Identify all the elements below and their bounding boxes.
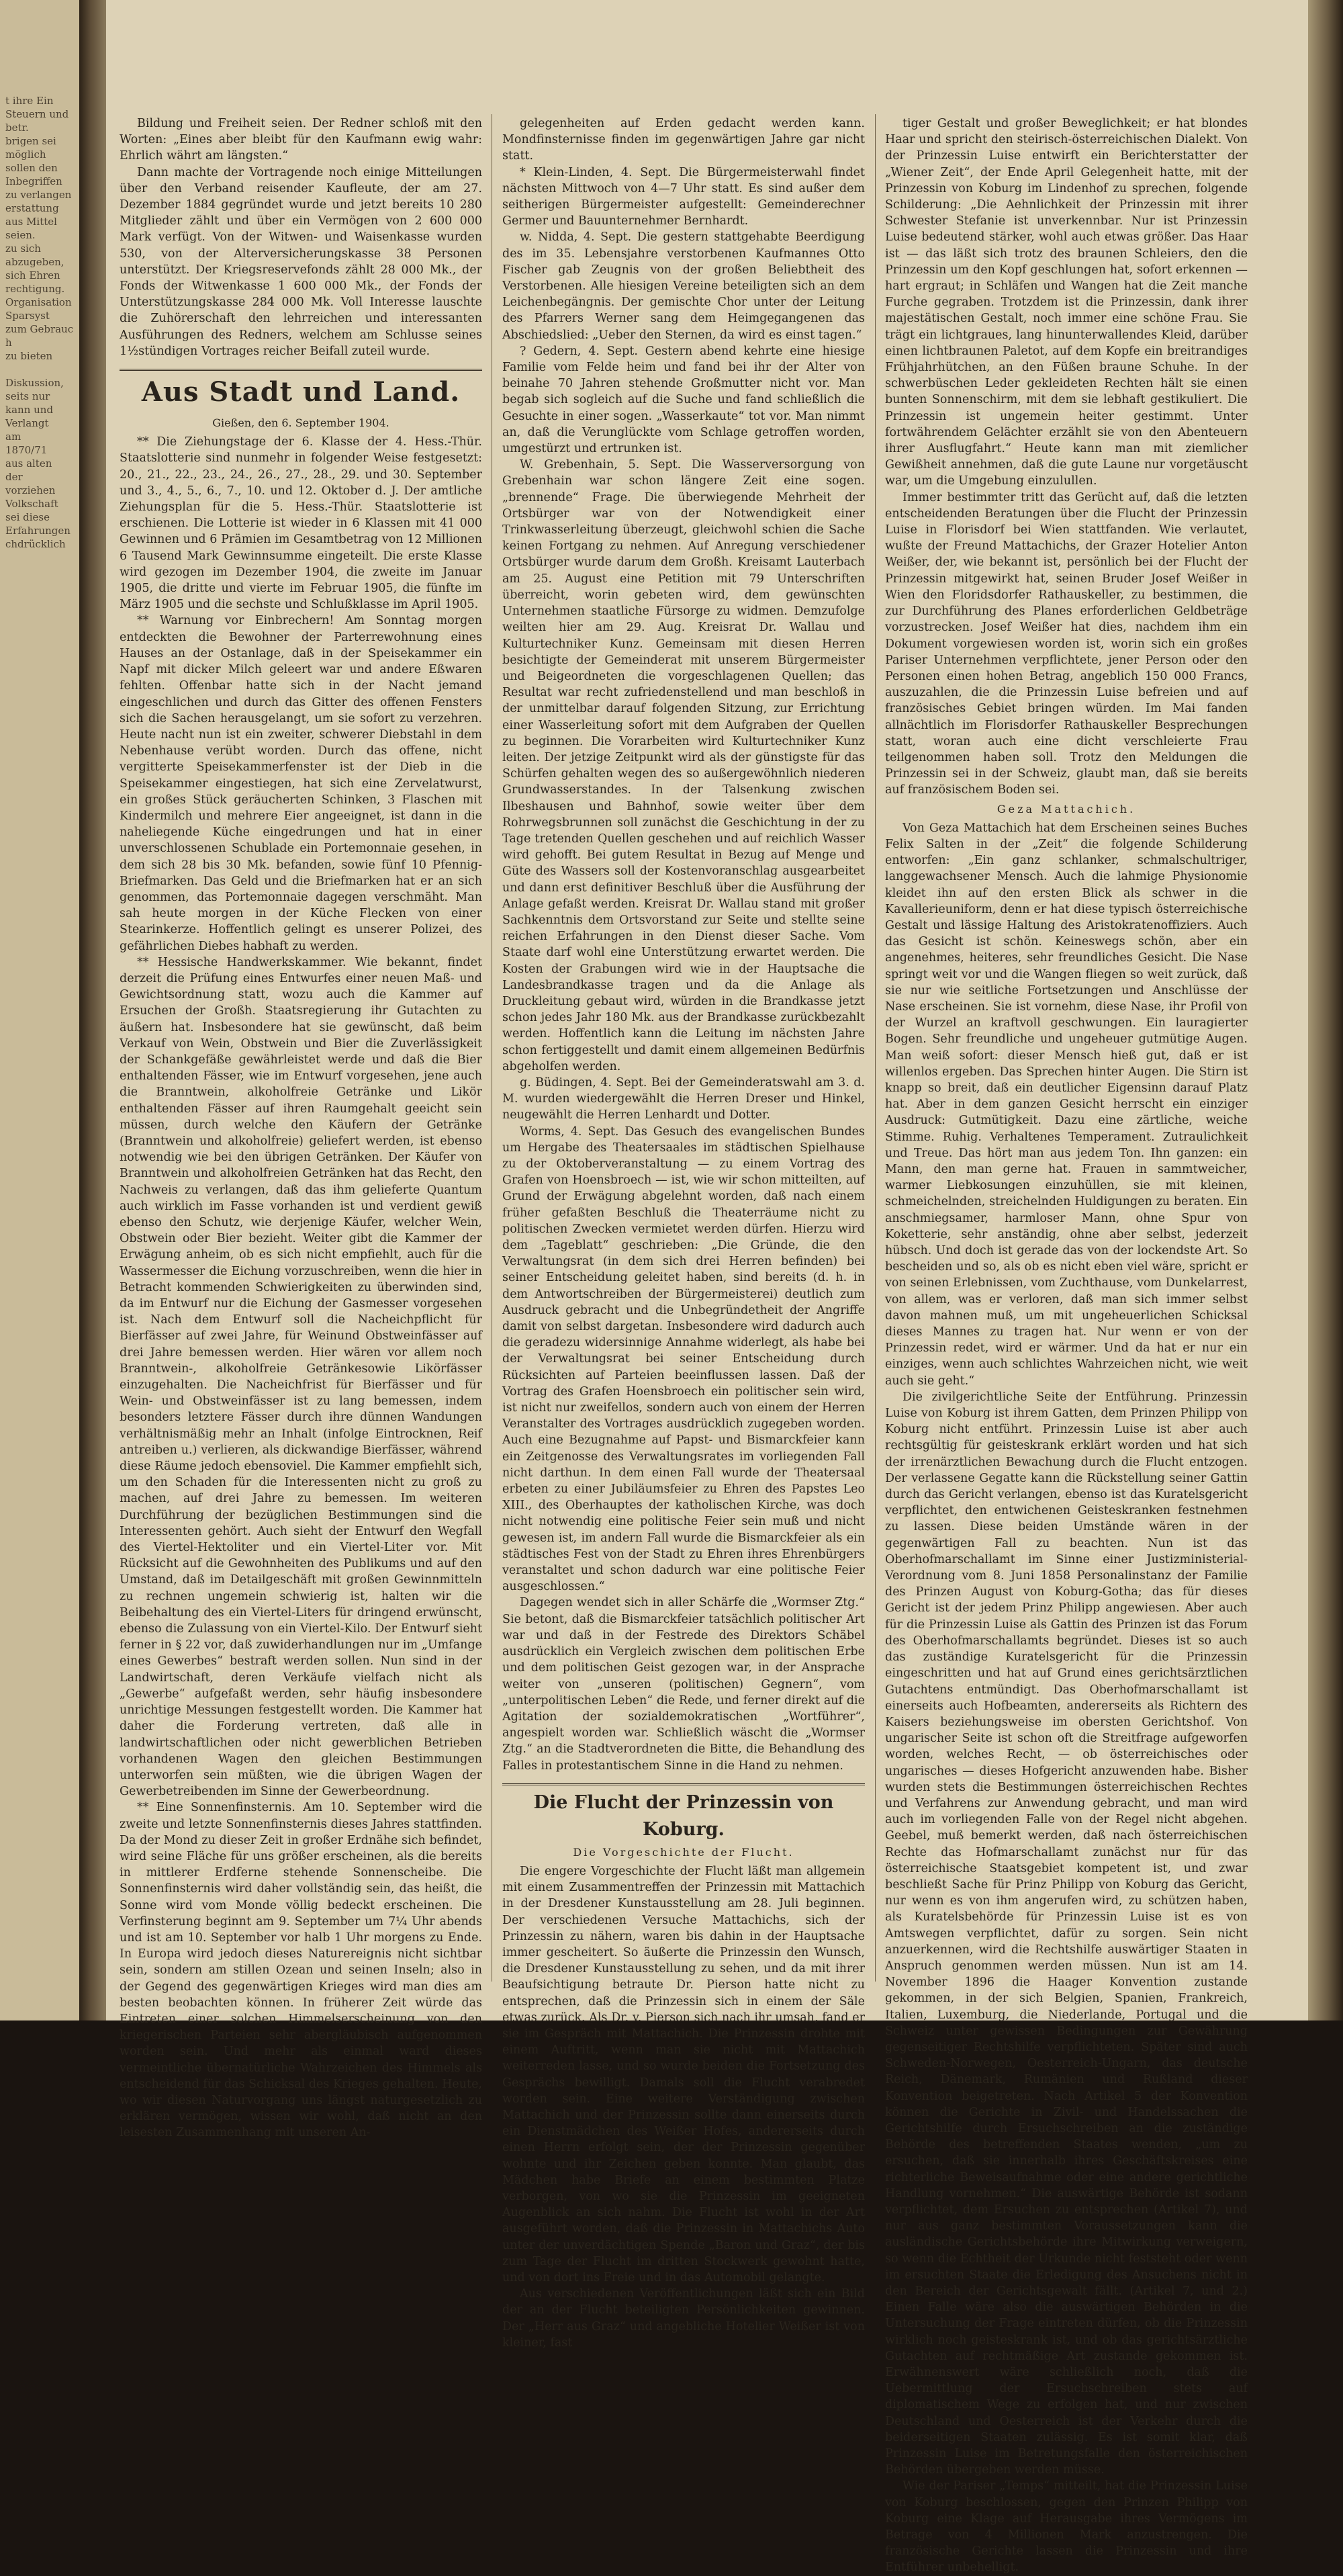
paragraph: Dagegen wendet sich in aller Schärfe die „Wormser Ztg.“ Sie betont, daß die Bismarckfeier tatsächlich politischer Art war und daß in der Festrede des Direktors Schäbel ausdrücklich ein Vergleich zwischen dem politischen Erbe und dem politischen Geist gezogen war, in der Ansprache weiter von „unseren (politischen) Gegnern“, vom „unterpolitischen Leben“ die Rede, und ferner direkt auf die Agitation der sozialdemokratischen „Wortführer“, angespielt worden war. Schließlich wäscht die „Wormser Ztg.“ an die Stadtverordneten die Bitte, die Behandlung des Falles in protestantischem Sinne in die Hand zu nehmen. [502,1596,865,1773]
paragraph: Die zivilgerichtliche Seite der Entführung. Prinzessin Luise von Koburg ist ihrem Gatten, dem Prinzen Philipp von Koburg nicht entführt. Prinzessin Luise ist aber auch rechtsgültig für geisteskrank erklärt worden und hat sich der irrenärztlichen Bewachung durch die Flucht entzogen. Der verlassene Gegatte kann die Rückstellung seiner Gattin durch das Gericht verlangen, ebenso ist das Kuratelsgericht verpflichtet, den entwichenen Geisteskranken festnehmen zu lassen. Diese beiden Umstände wären in der gegenwärtigen Fall zu beachten. Nun ist das Oberhofmarschallamt im Sinne einer Justizministerial-Verordnung vom 8. Juni 1858 Personalinstanz der Familie des Prinzen August von Koburg-Gotha; das für dieses Gericht ist der jedem Prinz Philipp angewiesen. Aber auch für die Prinzessin Luise als Gattin des Prinzen ist das Forum des Oberhofmarschallamts begründet. Dieses ist so auch das zuständige Kuratelsgericht für die Prinzessin eingeschritten und hat auf Grund eines gerichtsärztlichen Gutachtens entmündigt. Das Oberhofmarschallamt ist einerseits auch Hofbeamten, andererseits als Richtern des Kaisers beziehungsweise im obersten Gerichtshof. Von ungarischer Seite ist schon oft die Streitfrage aufgeworfen worden, welches Recht, — ob österreichisches oder ungarisches — dieses Hofgericht anzuwenden habe. Bisher wurden stets die Bestimmungen österreichischen Rechtes und Verfahrens zur Anwendung gebracht, und man wird auch im vorliegenden Falle von der Regel nicht abgehen. Geebel, muß bemerkt werden, daß nach österreichischen Rechte das Hofmarschallamt zunächst nur für das österreichische Staatsgebiet kompetent ist, und zwar beschließt Sache für Prinz Philipp von Koburg das Gericht, nur wenn es von ihm angerufen wird, zu schützen haben, als Kuratelsbehörde für Prinzessin Luise ist es von Amtswegen verpflichtet, dafür zu sorgen. Sein nicht anzuerkennen, wird die Rechtshilfe auswärtiger Staaten in Anspruch genommen werden müssen. Nun ist am 14. November 1896 die Haager Konvention zustande gekommen, in der sich Belgien, Spanien, Frankreich, Italien, Luxemburg, die Niederlande, Portugal und die Schweiz unter gewissen Bedingungen zur Gewährung gegenseitiger Rechtshilfe verpflichteten. Später sind auch Schweden-Norwegen, Oesterreich-Ungarn, das deutsche Reich, Dänemark, Rumänien und Rußland dieser Konvention beigetreten. Nach Artikel 5 der Konvention können die Gerichte in Zivil- und Handelssachen die Gerichtshilfe durch Ersuchschreiben an die zuständige Behörde des betreffenden Staates wenden, „um zu ersuchen, daß sie innerhalb ihres Geschäftskreises eine richterliche Beweisaufnahme oder eine andere gerichtliche Handlung vornehmen.“ Die auswärtige Behörde ist sodann verpflichtet, dem Ersuchen zu entsprechen (Artikel 7), und nur aus ganz bestimmten Voraussetzungen kann die ausländische Gerichtsbehörde ihre Mitwirkung verweigern, so wenn die Echtheit der Urkunde nicht feststeht oder wenn im ersuchten Staate die Erledigung des Ansuchens nicht in den Bereich der Gerichtsgewalt fällt. (Artikel 7, und 2.) Einen Falle wäre also die auswärtigen Behörden in die Untersuchung der Frage eintreten dürfen, ob die Prinzessin wirklich noch geisteskrank ist, und ob das gerichtsärztliche Gutachten auf rechtmäßige Art zustande gekommen ist. Erwähnenswert wäre schließlich noch, daß die Uebermittlung der Ersuchschreiben stets auf diplomatischem Wege zu erfolgen hat, und nur zwischen Deutschland und Oesterreich ist der Verkehr durch die beiderseitigen Staaten zulässig. Es ist somit klar, daß Prinzessin Luise im Betretungsfalle den österreichischen Behörden übergeben werden müsse. [885,1390,1248,2477]
news-item-handwerkskammer: ** Hessische Handwerkskammer. Wie bekannt, findet derzeit die Prüfung eines Entwurfes einer neuen Maß- und Gewichtsordnung statt, wozu auch die Kammer auf Ersuchen der Großh. Staatsregierung ihr Gutachten zu äußern hat. Insbesondere hat sie gewünscht, daß beim Verkauf von Wein, Obstwein und Bier die Zuverlässigkeit der Schankgefäße gewährleistet werde und daß die Bier enthaltenden Fässer, wie im Entwurf vorgesehen, jene auch die Branntwein, alkoholfreie Getränke und Likör enthaltenden Fässer auf ihren Raumgehalt geeicht sein müssen, durch welche den Käufern der Getränke (Branntwein und alkoholfreie) geliefert werden, ist ebenso notwendig wie bei den übrigen Getränken. Der Käufer von Branntwein und alkoholfreien Getränken hat das Recht, den Nachweis zu verlangen, daß das ihm gelieferte Quantum auch wirklich im Fasse vorhanden ist und verdient gewiß ebenso den Schutz, wie derjenige Käufer, welcher Wein, Obstwein oder Bier bezieht. Weiter gibt die Kammer der Erwägung anheim, ob es sich nicht empfiehlt, auch für die Wassermesser die Eichung vorzuschreiben, wenn die hier in Betracht kommenden Schwierigkeiten zu überwinden sind, da im Entwurf nur die Eichung der Gasmesser vorgesehen ist. Nach dem Entwurf soll die Nacheichpflicht für Bierfässer auf zwei Jahre, für Weinund Obstweinfässer auf drei Jahre bemessen werden. Hier wären vor allem noch Branntwein-, alkoholfreie Getränkesowie Likörfässer einzugehalten. Die Nacheichfrist für Bierfässer und für Wein- und Obstweinfässer ist zu lang bemessen, indem besonders letztere Fässer durch ihre dünnen Wandungen verhältnismäßig mehr an Inhalt (infolge Eintrocknen, Reif antreiben u.) verlieren, als dickwandige Bierfässer, während diese Räume jedoch ebensoviel. Die Kammer empfiehlt sich, um den Schaden für die Interessenten nicht zu groß zu machen, auf drei Jahre zu bemessen. Im weiteren Durchführung der bezüglichen Bestimmungen sind die Interessenten gehört. Auch sieht der Entwurf den Wegfall des Viertel-Hektoliter und ein Viertel-Liter vor. Mit Rücksicht auf die Gewohnheiten des Publikums und auf den Umstand, daß im Detailgeschäft mit großen Gewinnmitteln zu rechnen ungemein schwierig ist, halten wir die Beibehaltung des ein Viertel-Liters für dringend erwünscht, ebenso die Zulassung von ein Viertel-Kilo. Der Entwurf sieht ferner in § 22 vor, daß zuwiderhandlungen nur im „Umfange eines Gewerbes“ bestraft werden sollen. Nun sind in der Landwirtschaft, deren Verkäufe vielfach nicht als „Gewerbe“ aufgefaßt werden, sehr häufig insbesondere unrichtige Messungen festgestellt worden. Die Kammer hat daher die Forderung vertreten, daß alle in landwirtschaftlichen oder nicht gewerblichen Betrieben vorhandenen Wagen den gleichen Bestimmungen unterworfen sein müßten, wie die übrigen Wagen der Gewerbetreibenden im Sinne der Gewerbeordnung. [120,955,482,1799]
paragraph: Aus verschiedenen Veröffentlichungen läßt sich ein Bild der an der Flucht beteiligten Persönlichkeiten gewinnen. Der „Herr aus Graz“ und angebliche Hotelier Weißer ist von kleiner, fast [502,2287,865,2350]
article-heading: Die Flucht der Prinzessin von Koburg. [502,1783,865,1843]
facing-page-fragment: t ihre Ein Steuern und betr. brigen sei möglich sollen den Inbegriffen zu verlangen erstattung aus Mittel seien. zu sich abzugeben, sich Ehren rechtigung. Organisation Sparsyst zum Gebrauch zu bieten Diskussion, seits nur kann und Verlangt am 1870/71 aus alten der vorziehen Volkschaft sei diese Erfahrungen chdrücklich [5,95,74,550]
paragraph: gelegenheiten auf Erden gedacht werden kann. Mondfinsternisse finden im gegenwärtigen Jahre gar nicht statt. [502,117,865,163]
paragraph: Bildung und Freiheit seien. Der Redner schloß mit den Worten: „Eines aber bleibt für den Kaufmann ewig wahr: Ehrlich währt am längsten.“ [120,117,482,163]
paragraph: Dann machte der Vortragende noch einige Mitteilungen über den Verband reisender Kaufleute, der am 27. Dezember 1884 gegründet wurde und jetzt bereits 10 280 Mitglieder zählt und über ein Vermögen von 2 600 000 Mark verfügt. Von der Witwen- und Waisenkasse wurden 530, von der Alterversicherungskasse 38 Personen unterstützt. Der Kriegsreservefonds zählt 28 000 Mk., der Fonds der Witwenkasse 1 600 000 Mk., der Fonds der Unterstützungskasse 284 000 Mk. Voll Interesse lauschte die Zuhörerschaft den lehrreichen und interessanten Ausführungen des Redners, welchem am Schlusse seines 1½stündigen Vortrages reicher Beifall zuteil wurde. [120,165,482,358]
page-edge [1308,0,1343,2020]
paragraph: Immer bestimmter tritt das Gerücht auf, daß die letzten entscheidenden Beratungen über die Flucht der Prinzessin Luise in Florisdorf bei Wien stattfanden. Wie verlautet, wußte der Freund Mattachichs, der Grazer Hotelier Anton Weißer, der, wie bekannt ist, persönlich bei der Flucht der Prinzessin mitgewirkt hat, seinen Bruder Josef Weißer in Wien den Floridsdorfer Rathauskeller, zu bestimmen, die zur Durchführung des Planes erforderlichen Geldbeträge vorzustrecken. Josef Weißer hat dies, nachdem ihm ein Dokument vorgewiesen worden ist, worin sich ein großes Pariser Unternehmen verpflichtete, jener Person oder den Personen einen hohen Betrag, angeblich 150 000 Francs, auszuzahlen, die die Prinzessin Luise befreien und auf französisches Gebiet bringen würden. Im Mai fanden allnächtlich im Florisdorfer Rathauskeller Besprechungen statt, woran auch eine dicht verschleierte Frau teilgenommen haben soll. Trotz den Meldungen die Prinzessin sei in der Schweiz, glaubt man, daß sie bereits auf französischem Boden sei. [885,490,1248,797]
paragraph: tiger Gestalt und großer Beweglichkeit; er hat blondes Haar und spricht den steirisch-österreichischen Dialekt. Von der Prinzessin Luise entwirft ein Berichterstatter der „Wiener Zeit“, der Ende April Gelegenheit hatte, mit der Prinzessin von Koburg im Lindenhof zu sprechen, folgende Schilderung: „Die Aehnlichkeit der Prinzessin mit ihrer Schwester Stefanie ist unverkennbar. Nur ist Prinzessin Luise bedeutend stärker, wohl auch etwas größer. Das Haar ist — das läßt sich trotz des braunen Schleiers, den die Prinzessin um den Kopf geschlungen hat, sofort erkennen — hart ergraut; in Schläfen und Wangen hat die Zeit manche Furche gegraben. Trotzdem ist die Prinzessin, dank ihrer majestätischen Gestalt, noch immer eine schöne Frau. Sie trägt ein lichtgraues, lang hinunterwallendes Kleid, darüber einen lichtbraunen Paletot, auf dem Kopfe ein breitrandiges Frühjahrhütchen, an den Füßen braune Schuhe. In der schwerbüschen Leder gekleideten Rechten hält sie einen bunten Sonnenschirm, mit dem sie lebhaft gestikuliert. Die Prinzessin ist ungemein heiter gestimmt. Unter fortwährendem Gelächter erzählt sie von den Abenteuern ihrer Ausflugfahrt.“ Heute kann man mit ziemlicher Gewißheit annehmen, daß die gute Laune nur vorgetäuscht war, um die Umgebung einzulullen. [885,117,1248,488]
section-heading: Aus Stadt und Land. [120,369,482,411]
news-item-lottery: ** Die Ziehungstage der 6. Klasse der 4. Hess.-Thür. Staatslotterie sind nunmehr in folgender Weise festgesetzt: 20., 21., 22., 23., 24., 26., 27., 28., 29. und 30. September und 3., 4., 5., 6., 7., 10. und 12. Oktober d. J. Der amtliche Ziehungsplan für die 5. Hess.-Thür. Staatslotterie ist erschienen. Die Lotterie ist wieder in 6 Klassen mit 41 000 Gewinnen und 6 Prämien im Gesamtbetrag von 12 Millionen 6 Tausend Mark Gewinnsumme eingeteilt. Die erste Klasse wird gezogen im Dezember 1904, die zweite im Januar 1905, die dritte und vierte im Februar 1905, die fünfte im März 1905 und die sechste und Schlußklasse im April 1905. [120,435,482,612]
article-subheading: Die Vorgeschichte der Flucht. [573,1845,794,1859]
news-item-nidda: w. Nidda, 4. Sept. Die gestern stattgehabte Beerdigung des im 35. Lebensjahre verstorbenen Kaufmannes Otto Fischer gab Zeugnis von der großen Beliebtheit des Verstorbenen. Alle hiesigen Vereine beteiligten sich an dem Leichenbegängnis. Der gemischte Chor unter der Leitung des Pfarrers Werner sang dem Heimgegangenen das Abschiedslied: „Ueber den Sternen, da wird es einst tagen.“ [502,230,865,342]
news-item-klein-linden: * Klein-Linden, 4. Sept. Die Bürgermeisterwahl findet nächsten Mittwoch von 4—7 Uhr statt. Es sind außer dem seitherigen Bürgermeister aufgestellt: Gemeinderechner Germer und Bauunternehmer Bernhardt. [502,165,865,228]
facing-page-strip [0,0,79,2020]
paragraph: Wie der Pariser „Temps“ mitteilt, hat die Prinzessin Luise von Koburg beschlossen, gegen den Prinzen Philipp von Koburg eine Klage auf Herausgabe ihres Vermögens im Betrage von 4 Millionen Mark anzustrengen. Die französische Gerichte lassen die Prinzessin und ihre Entführer unbehelligt. [885,2479,1248,2575]
paragraph: Die engere Vorgeschichte der Flucht läßt man allgemein mit einem Zusammentreffen der Prinzessin mit Mattachich in der Dresdener Kunstausstellung am 28. Juli beginnen. Der verschiedenen Versuche Mattachichs, sich der Prinzessin zu nähern, waren bis dahin in der Hauptsache immer gescheitert. So äußerte die Prinzessin den Wunsch, die Dresdener Kunstausstellung zu sehen, und da mit ihrer Beaufsichtigung betraute Dr. Pierson hatte nicht zu entsprechen, daß die Prinzessin sich in einem der Säle etwas zurück. Als Dr. v. Pierson sich nach ihr umsah, fand er sie im Gespräch mit Mattachich. Die Prinzessin drohte mit einem Auftritt, wenn man sie nicht mit Mattachich weiterreden lasse, und so wurde beiden die Fortsetzung des Gesprächs bewilligt. Damals soll die Flucht verabredet worden sein. Eine weitere Verständigung zwischen Mattachich und der Prinzessin sollte dann einerseits durch ein Dienstmädchen des Weißer Hofes, andererseits durch einen Herrn erfolgt sein, der der Prinzessin gegenüber wohnte und ihr Zeichen geben konnte. Man glaubt, das Mädchen habe Briefe an einem bestimmten Platze verborgen, von wo sie die Prinzessin im geeigneten Augenblick an sich nahm. Die Flucht ist wohl in der Art ausgeführt worden, daß die Prinzessin in Mattachichs Auto unter der unverdächtigen Spende „Baron und Graz“, der bis zum Tage der Flucht im dritten Stockwerk gewohnt hatte, und von dort ins Freie und in das Automobil gelangte. [502,1864,865,2284]
dateline: Gießen, den 6. September 1904. [212,416,389,430]
news-item-eclipse: ** Eine Sonnenfinsternis. Am 10. September wird die zweite und letzte Sonnenfinsternis dieses Jahres stattfinden. Da der Mond zu dieser Zeit in großer Erdnähe sich befindet, wird seine Fläche für uns größer erscheinen, als die bereits in mittlerer Erdferne stehende Sonnenscheibe. Die Sonnenfinsternis wird daher vollständig sein, das heißt, die Sonne wird vom Monde völlig bedeckt erscheinen. Die Verfinsterung beginnt am 9. September um 7¼ Uhr abends und ist am 10. September vor halb 1 Uhr morgens zu Ende. In Europa wird jedoch dieses Naturereignis nicht sichtbar sein, sondern am stillen Ozean und seinen Inseln; also in der Gegend des gegenwärtigen Krieges wird man dies am besten beobachten können. In früherer Zeit würde das Eintreten einer solchen Himmelserscheinung von den kriegerischen Parteien sehr abergläubisch aufgenommen worden sein. Und mehr als einmal ward dieses vermeintliche übernatürliche Wahrzeichen des Himmels als entscheidend für das Schicksal des Krieges gehalten. Heute, wo wir diesen Naturvorgang uns längst naturgesetzlich zu erklären vermögen, wissen wir wohl, daß nicht an den leisesten Zusammenhang mit unseren An- [120,1801,482,2140]
book-gutter [79,0,106,2020]
column-1 [120,116,482,2140]
news-item-gedern: ? Gedern, 4. Sept. Gestern abend kehrte eine hiesige Familie vom Felde heim und fand bei ihr der Alter von beinahe 70 Jahren stehende Großmutter nicht vor. Man begab sich sogleich auf die Suche und fand schließlich die Gesuchte in einer sogen. „Wasserkaute“ tot vor. Man nimmt an, daß die Verunglückte vom Schlage getroffen worden, umgestürzt und ertrunken ist. [502,344,865,456]
news-item-burglary: ** Warnung vor Einbrechern! Am Sonntag morgen entdeckten die Bewohner der Parterrewohnung eines Hauses an der Ostanlage, daß in der Speisekammer ein Napf mit dicker Milch geleert war und andere Eßwaren fehlten. Offenbar hatte sich in der Nacht jemand eingeschlichen und durch das Gitter des offenen Fensters sich die Sachen herausgelangt, um sie sofort zu verzehren. Heute nacht nun ist ein zweiter, schwerer Diebstahl in dem Nebenhause verübt worden. Durch das offene, nicht vergitterte Speisekammerfenster ist der Dieb in die Speisekammer eingestiegen, hat sich eine Zervelatwurst, ein großes Stück geräucherten Schinken, 3 Flaschen mit Kindermilch und mehrere Eier angeeignet, ist dann in die naheliegende Küche eingedrungen und hat in einer unverschlossenen Schublade ein Portemonnaie gesehen, in dem sich 28 bis 30 Mk. befanden, sowie fünf 10 Pfennig-Briefmarken. Das Geld und die Briefmarken hat er an sich genommen, das Portemonnaie dagegen verschmäht. Man sah heute morgen in der Küche Flecken von einer Stearinkerze. Hoffentlich gelingt es unserer Polizei, des gefährlichen Diebes habhaft zu werden. [120,614,482,953]
news-item-buedingen: g. Büdingen, 4. Sept. Bei der Gemeinderatswahl am 3. d. M. wurden wiedergewählt die Herren Dreser und Hinkel, neugewählt die Herren Lenhardt und Dotter. [502,1075,865,1122]
news-item-grebenhain: W. Grebenhain, 5. Sept. Die Wasserversorgung von Grebenhain war schon längere Zeit eine sogen. „brennende“ Frage. Die überwiegende Mehrheit der Ortsbürger war von der Notwendigkeit einer Trinkwasserleitung überzeugt, gleichwohl schien die Sache keinen Fortgang zu nehmen. Auf Anregung verschiedener Ortsbürger wurde darum dem Großh. Kreisamt Lauterbach am 25. August eine Petition mit 79 Unterschriften überreicht, worin gebeten wird, dem gewünschten Unternehmen staatliche Fürsorge zu widmen. Demzufolge weilten hier am 29. Aug. Kreisrat Dr. Wallau und Kulturtechniker Kunz. Gemeinsam mit diesen Herren besichtigte der Gemeinderat mit unserem Bürgermeister und Beigeordneten die vorgeschlagenen Quellen; das Resultat war recht zufriedenstellend und man beschloß in der unmittelbar darauf folgenden Sitzung, zur Errichtung einer Wasserleitung sofort mit dem Aufgraben der Quellen zu beginnen. Die Vorarbeiten wird Kulturtechniker Kunz leiten. Der jetzige Zeitpunkt wird als der günstigste für das Schürfen gehalten wegen des so außergewöhnlich niederen Grundwasserstandes. In der Talsenkung zwischen Ilbeshausen und Bahnhof, sowie weiter über dem Rohrwegsbrunnen soll zunächst die Geschichtung in der zu Tage tretenden Quellen geschehen und auf reichlich Wasser wird gehofft. Bei gutem Resultat in Bezug auf Menge und Güte des Wassers soll der Kostenvoranschlag ausgearbeitet und dann erst definitiver Beschluß über die Ausführung der Anlage gefaßt werden. Kreisrat Dr. Wallau stand mit großer Sachkenntnis dem Ortsvorstand zur Seite und stellte seine reichen Erfahrungen in den Dienst dieser Sache. Vom Staate darf wohl eine Unterstützung erwartet werden. Die Kosten der Grabungen wird wie in der Hauptsache die Landesbrandkasse tragen und da die Anlage als Druckleitung gebaut wird, würden in die Brandkasse jetzt schon jedes Jahr 180 Mk. aus der Brandkasse zurückbezahlt werden. Hoffentlich kann die Leitung im nächsten Jahre schon fertiggestellt und damit einem allgemeinen Bedürfnis abgeholfen werden. [502,458,865,1073]
column-2 [502,116,865,2350]
subheading-mattachich: Geza Mattachich. [997,802,1136,815]
newspaper-page [106,0,1308,2575]
column-3 [885,116,1248,2575]
paragraph: Von Geza Mattachich hat dem Erscheinen seines Buches Felix Salten in der „Zeit“ die folgende Schilderung entworfen: „Ein ganz schlanker, schmalschultriger, langgewachsener Mensch. Auch die lahmige Physionomie kleidet ihn auf den ersten Blick als schwer in die Kavallerieuniform, denn er hat diese typisch österreichische Gestalt und lässige Haltung des Aristokratenoffiziers. Auch das Gesicht ist schön. Keineswegs schön, aber ein angenehmes, heiteres, sehr freundliches Gesicht. Die Nase springt weit vor und die Wangen fliegen so weit zurück, daß sie nur wie seitliche Fortsetzungen und Anschlüsse der Nase erscheinen. Sie ist vornehm, diese Nase, ihr Profil von der Wurzel an kraftvoll geschwungen. Ein lauragierter Bogen. Sehr freundliche und ungeheuer gutmütige Augen. Man weiß sofort: dieser Mensch hieß gut, daß er ist willenlos ergeben. Das Sprechen hinter Augen. Die Stirn ist knapp so breit, daß ein deutlicher Eigensinn darauf Platz hat. Aber in dem ganzen Gesicht herrscht ein einziger Ausdruck: Gutmütigkeit. Dazu eine zärtliche, weiche Stimme. Ruhig. Verhaltenes Temperament. Zutraulichkeit und Treue. Das hört man aus jedem Ton. Ihn ganzen: ein Mann, den man gerne hat. Frauen in sammtweicher, warmer Liebkosungen einzuhüllen, sie mit kleinen, schmeichelnden, streichelnden Huldigungen zu beraten. Ein anschmiegsamer, harmloser Mann, ohne Spur von Koketterie, sehr anständig, ohne aber selbst, jederzeit hübsch. Und doch ist gerade das von der lockendste Art. So bescheiden und so, als ob es nicht eben viel wäre, spricht er von seinen Erlebnissen, vom Zuchthause, vom Dunkelarrest, von allem, was er verloren, daß man sich immer selbst davon mahnen muß, um mit ungeheuerlichen Schicksal dieses Mannes zu tragen hat. Nur wenn er von der Prinzessin redet, wird er wärmer. Und da hat er nur ein einziges, wenn auch schlichtes Wahrzeichen nicht, wie weit auch sie geht.“ [885,821,1248,1388]
news-item-worms: Worms, 4. Sept. Das Gesuch des evangelischen Bundes um Hergabe des Theatersaales im städtischen Spielhause zu der Oktoberveranstaltung — zu einem Vortrag des Grafen von Hoensbroech — ist, wie wir schon mitteilten, auf Grund der Erwägung abgelehnt worden, daß nach einem früher gefaßten Beschluß die Theaterräume nicht zu politischen Zwecken vermietet werden dürfen. Hierzu wird dem „Tageblatt“ geschrieben: „Die Gründe, die den Verwaltungsrat (in dem sich drei Herren befinden) bei seiner Entscheidung geleitet haben, sind bereits (d. h. in dem Antwortschreiben der Bürgermeisterei) deutlich zum Ausdruck gebracht und die Unbegründetheit der Angriffe damit von selbst dargetan. Insbesondere wird dadurch auch die geradezu widersinnige Annahme widerlegt, als habe bei der Verwaltungsrat bei seiner Entscheidung durch Rücksichten auf Parteien beeinflussen lassen. Daß der Vortrag des Grafen Hoensbroech ein politischer sein wird, ist nicht nur zweifellos, sondern auch von einem der Herren Veranstalter des Vortrages ausdrücklich zugegeben worden. Auch eine Bezugnahme auf Papst- und Bismarckfeier kann ein Zeitgenosse des Verwaltungsrates im vorliegenden Fall nicht darthun. In dem einen Fall wurde der Theatersaal erbeten zu einer Jubiläumsfeier zu Ehren des Papstes Leo XIII., des Oberhauptes der katholischen Kirche, was doch nicht notwendig eine politische Feier sein muß und nicht gewesen ist, im andern Fall wurde die Bismarckfeier als ein städtisches Fest von der Stadt zu Ehren ihres Ehrenbürgers veranstaltet und schon dadurch war eine politische Feier ausgeschlossen.“ [502,1124,865,1594]
column-rule [875,114,876,1982]
